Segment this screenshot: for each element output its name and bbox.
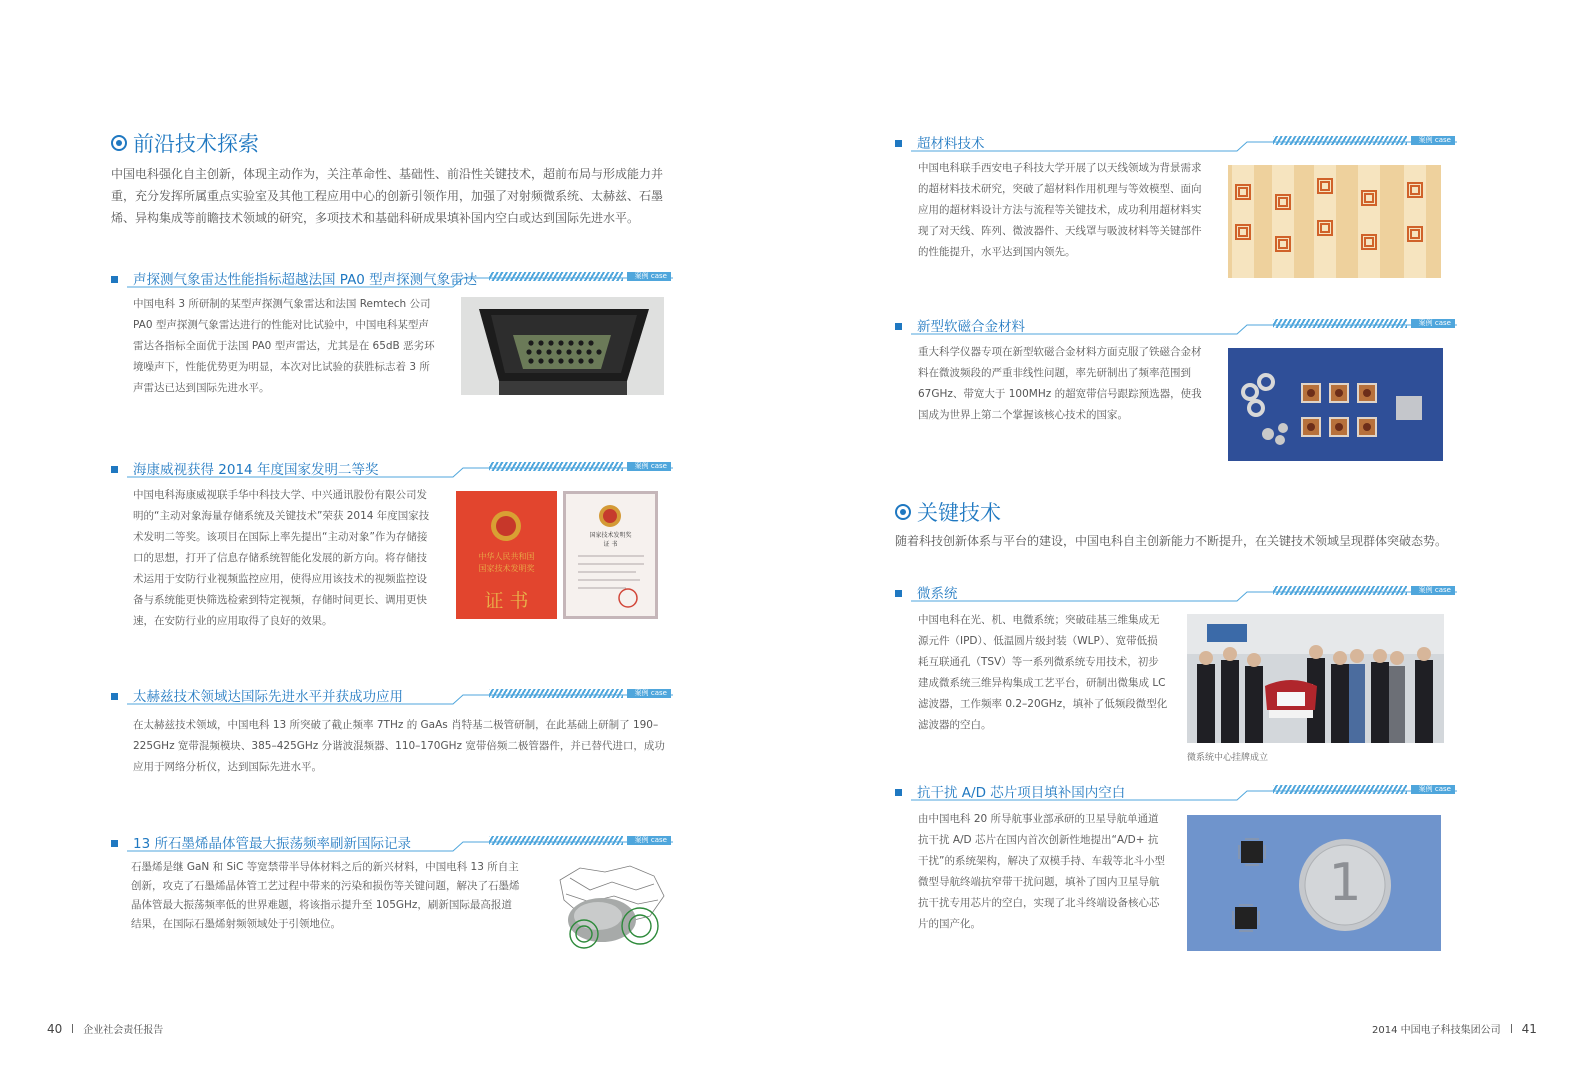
case-header <box>895 582 1457 604</box>
case-header <box>111 832 673 854</box>
case-title: 微系统 <box>917 586 958 602</box>
case-text: 中国电科海康威视联手华中科技大学、中兴通讯股份有限公司发明的“主动对象海量存储系统及关键技术”荣获 2014 年度国家技术发明二等奖。该项目在国际上率先提出“主动对象”作为存储接口的思想，打开了信息存储系统智能化发展的新方向。将存储技术运用于安防行业视频监控应用，使得应用该技术的视频监控设备与系统能更快筛选检索到特定视频，存储时间更长、调用更快速，在安防行业的应用取得了良好的效果。 <box>133 489 430 627</box>
case-badge: 案例 case <box>627 462 671 471</box>
graphene-illustration <box>550 860 670 952</box>
stripe-decoration <box>1273 785 1407 794</box>
case-text: 中国电科在光、机、电微系统；突破硅基三维集成无源元件（IPD）、低温圆片级封装（WLP）、宽带低损耗互联通孔（TSV）等一系列微系统专用技术，初步建成微系统三维异构集成工艺平台，研制出微集成 LC 滤波器，工作频率 0.2–20GHz，填补了低频段微型化滤波器的空白。 <box>918 614 1168 731</box>
case-header <box>111 268 673 290</box>
section-intro: 中国电科强化自主创新，体现主动作为，关注革命性、基础性、前沿性关键技术，超前布局与形成能力并重，充分发挥所属重点实验室及其他工程应用中心的创新引领作用，加强了对射频微系统、太赫兹、石墨烯、异构集成等前瞻技术领域的研究，多项技术和基础科研成果填补国内空白或达到国际先进水平。 <box>111 167 664 225</box>
footer-left <box>47 1021 163 1036</box>
page-number: 41 <box>1521 1021 1537 1036</box>
case-title: 超材料技术 <box>917 136 985 152</box>
stripe-decoration <box>489 689 623 698</box>
square-bullet-icon <box>895 323 902 330</box>
stripe-decoration <box>1273 586 1407 595</box>
case-text: 石墨烯是继 GaN 和 SiC 等宽禁带半导体材料之后的新兴材料，中国电科 13 所自主创新，攻克了石墨烯晶体管工艺过程中带来的污染和损伤等关键问题，解决了石墨烯晶体管最大振荡频率低的世界难题，将该指示提升至 105GHz，刷新国际最高报道结果，在国际石墨烯射频领域处于引领地位。 <box>131 861 520 930</box>
footer-right <box>1372 1021 1537 1036</box>
footer-divider <box>1511 1024 1512 1033</box>
circle-bullet-icon <box>895 504 911 520</box>
section-title-text: 关键技术 <box>917 501 1001 525</box>
case-badge: 案例 case <box>1411 785 1455 794</box>
cert-red-big: 证 书 <box>484 590 529 612</box>
case-title: 海康威视获得 2014 年度国家发明二等奖 <box>133 462 379 478</box>
footer-divider <box>72 1024 73 1033</box>
case-header <box>895 132 1457 154</box>
stripe-decoration <box>489 462 623 471</box>
square-bullet-icon <box>111 840 118 847</box>
magnetic-alloy-photo <box>1228 348 1443 461</box>
stripe-decoration <box>489 272 623 281</box>
square-bullet-icon <box>111 693 118 700</box>
case-title: 抗干扰 A/D 芯片项目填补国内空白 <box>917 785 1126 801</box>
section-intro: 随着科技创新体系与平台的建设，中国电科自主创新能力不断提升，在关键技术领域呈现群体突破态势。 <box>895 534 1448 548</box>
case-badge: 案例 case <box>627 689 671 698</box>
cert-white-title: 国家技术发明奖 <box>589 532 632 539</box>
square-bullet-icon <box>895 590 902 597</box>
footer-report-title: 企业社会责任报告 <box>83 1025 164 1036</box>
square-bullet-icon <box>111 276 118 283</box>
case-badge: 案例 case <box>1411 136 1455 145</box>
case-text: 中国电科 3 所研制的某型声探测气象雷达和法国 Remtech 公司 PA0 型声探测气象雷达进行的性能对比试验中，中国电科某型声雷达各指标全面优于法国 PA0 型声雷达，尤其是在 65dB 恶劣环境噪声下，性能优势更为明显，本次对比试验的获胜标志着 3 所声雷达已达到国际先进水平。 <box>133 298 435 394</box>
case-text: 在太赫兹技术领域，中国电科 13 所突破了截止频率 7THz 的 GaAs 肖特基二极管研制，在此基础上研制了 190–225GHz 宽带混频模块、385–425GHz 分谐波混频器、110–170GHz 宽带倍频二极管器件，并已替代进口，成功应用于网络分析仪，达到国际先进水平。 <box>133 719 665 773</box>
case-title: 新型软磁合金材料 <box>917 319 1025 335</box>
cert-red-line1: 中华人民共和国 <box>478 552 535 561</box>
square-bullet-icon <box>895 789 902 796</box>
case-text: 中国电科联手西安电子科技大学开展了以天线领域为背景需求的超材料技术研究，突破了超材料作用机理与等效模型、面向应用的超材料设计方法与流程等关键技术，成功利用超材料实现了对天线、阵列、微波器件、天线罩与吸波材料等关键部件的性能提升，水平达到国内领先。 <box>918 162 1202 258</box>
case-header <box>111 458 673 480</box>
microsystem-ceremony-photo <box>1187 614 1444 743</box>
case-badge: 案例 case <box>627 272 671 281</box>
case-text: 由中国电科 20 所导航事业部承研的卫星导航单通道抗干扰 A/D 芯片在国内首次创新性地提出“A/D+ 抗干扰”的系统架构，解决了双模手持、车载等北斗小型微型导航终端抗窄带干扰问题，填补了国内卫星导航抗干扰专用芯片的空白，实现了北斗终端设备核心芯片的国产化。 <box>918 813 1165 930</box>
case-title: 声探测气象雷达性能指标超越法国 PA0 型声探测气象雷达 <box>133 272 478 288</box>
case-header <box>895 781 1457 803</box>
cert-red-line2: 国家技术发明奖 <box>478 564 535 573</box>
square-bullet-icon <box>111 466 118 473</box>
white-certificate <box>563 491 658 619</box>
section-title-text: 前沿技术探索 <box>133 132 259 156</box>
coin-digit: 1 <box>1328 853 1362 913</box>
radar-photo <box>461 297 664 395</box>
case-text: 重大科学仪器专项在新型软磁合金材料方面克服了铁磁合金材料在微波频段的严重非线性问题，率先研制出了频率范围到 67GHz、带宽大于 100MHz 的超宽带信号跟踪预选器，使我国成为世界上第二个掌握该核心技术的国家。 <box>918 346 1202 421</box>
case-title: 太赫兹技术领域达国际先进水平并获成功应用 <box>133 689 403 705</box>
section-title-frontier <box>111 128 259 158</box>
ad-chip-photo <box>1187 815 1441 951</box>
section-title-key-tech <box>895 497 1001 527</box>
stripe-decoration <box>489 836 623 845</box>
case-header <box>895 315 1457 337</box>
page-number: 40 <box>47 1021 63 1036</box>
case-title: 13 所石墨烯晶体管最大振荡频率刷新国际记录 <box>133 836 411 852</box>
stripe-decoration <box>1273 136 1407 145</box>
case-badge: 案例 case <box>627 836 671 845</box>
metamaterial-photo <box>1228 165 1441 278</box>
case-badge: 案例 case <box>1411 319 1455 328</box>
red-certificate <box>456 491 557 619</box>
footer-company: 2014 中国电子科技集团公司 <box>1372 1025 1501 1036</box>
case-header <box>111 685 673 707</box>
stripe-decoration <box>1273 319 1407 328</box>
case-badge: 案例 case <box>1411 586 1455 595</box>
square-bullet-icon <box>895 140 902 147</box>
circle-bullet-icon <box>111 135 127 151</box>
photo-caption: 微系统中心挂牌成立 <box>1187 753 1269 763</box>
cert-white-sub: 证 书 <box>603 541 618 548</box>
